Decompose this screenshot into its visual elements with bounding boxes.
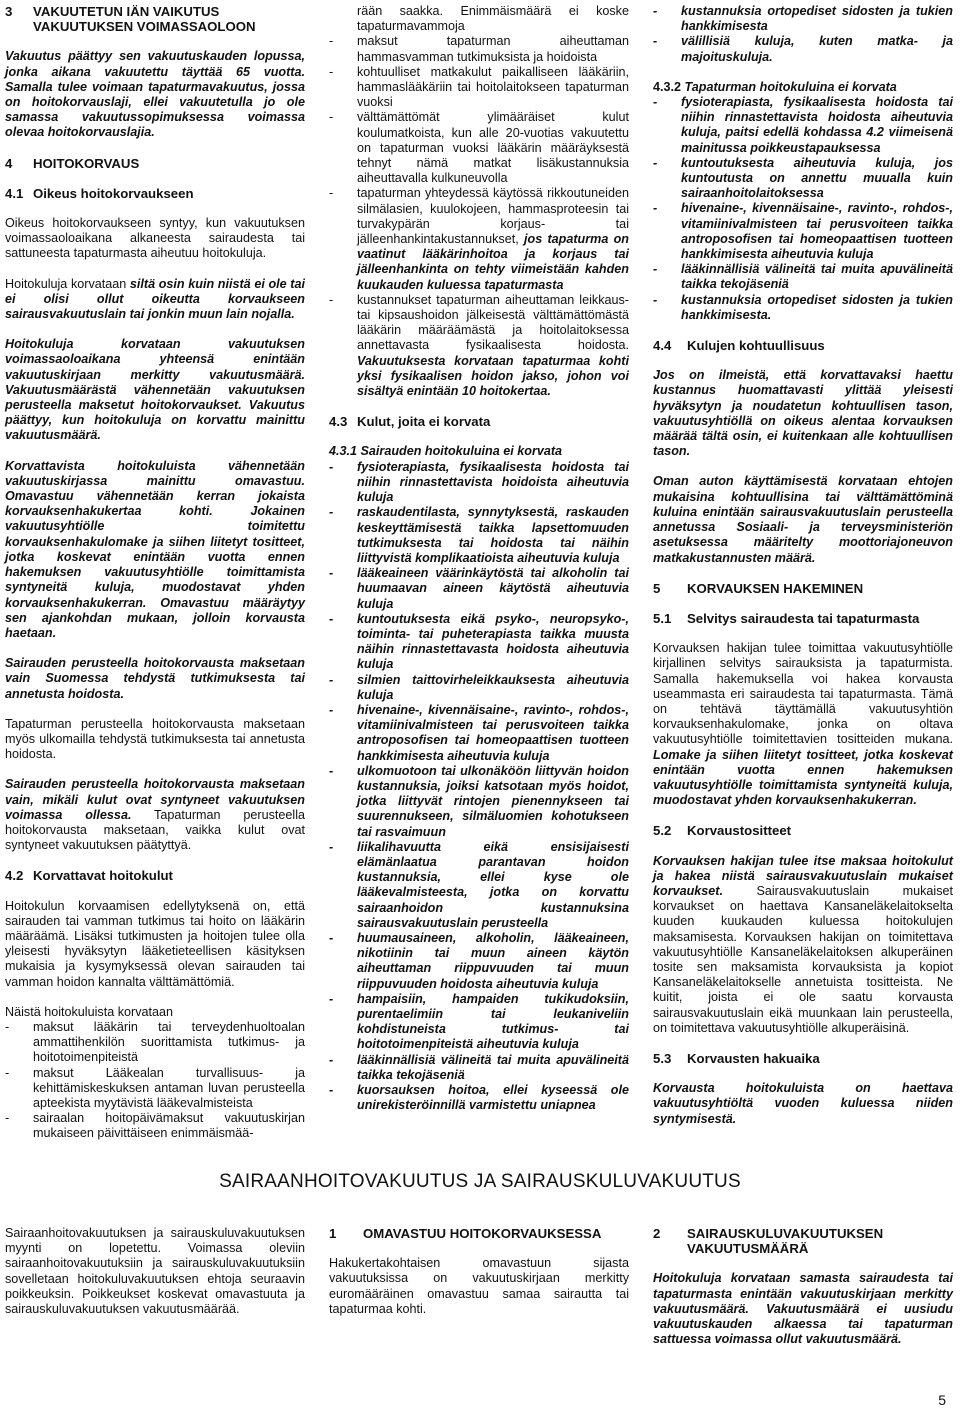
list bbox=[653, 95, 953, 323]
text-run: Sairausvakuutuslain mukaiset korvaukset on haettava Kansaneläkelaitokselta kuuden kuukauden kuluessa hoitokulujen maksamisesta. Korvauksen hakijan on toimitettava vakuutusyhtiölle Kansaneläkelaitoksen alkuperäinen tosite sen maksamista korvauksista ja kopiot Kansaneläkelaitokselle annetuista tositteista. Ne kuitit, joista ei ole saatu korvausta sairausvakuutuslain eikä muunkaan lain perusteella, on toimitettava vakuutusyhtiölle alkuperäisinä. bbox=[653, 883, 953, 1035]
paragraph bbox=[5, 277, 305, 323]
section-title: Kulujen kohtuullisuus bbox=[687, 338, 825, 354]
paragraph: Oman auton käyttämisestä korvataan ehtojen mukaisina kohtuullisina tai välttämättöminä kuluina enintään sairausvakuutuslain perusteella annetussa Sosiaali- ja terveysministeriön asetuksessa määritelty moottoriajoneuvon matkakustannusten määrä. bbox=[653, 474, 953, 565]
section-5-2-heading bbox=[653, 823, 953, 838]
list-item: - fysioterapiasta, fysikaalisesta hoidosta tai niihin rinnastettavista hoidosta aiheutuvia kuluja, paitsi edellä kohdassa 4.2 viimeisenä mainitussa poikkeustapauksessa bbox=[653, 95, 953, 155]
section-3-heading bbox=[5, 4, 305, 34]
paragraph: Korvausta hoitokuluista on haettava vakuutusyhtiöltä vuoden kuluessa niiden syntymisestä. bbox=[653, 1081, 953, 1126]
paragraph: Hoitokuluja korvataan samasta sairaudesta tai tapaturmasta enintään vakuutuskirjaan merkitty vakuutusmäärä. Vakuutusmäärä ei uusiudu vakuutuskauden alkaessa tai tapaturman sattuessa voimassa ollut vakuutusmäärä. bbox=[653, 1271, 953, 1347]
paragraph: rään saakka. Enimmäismäärä ei koske tapaturmavammoja bbox=[357, 4, 629, 34]
list-item: - silmien taittovirheleikkauksesta aiheutuvia kuluja bbox=[329, 672, 629, 702]
section-title: Kulut, joita ei korvata bbox=[357, 414, 491, 430]
section-number: 5.3 bbox=[653, 1050, 672, 1066]
paragraph: Sairaanhoitovakuutuksen ja sairauskuluvakuutuksen myynti on lopetettu. Voimassa oleviin sairaanhoitovakuutuksiin ja sairauskuluvakuutuksiin sovelletaan hoitokuluvakuutuksen ehtoja seuraavin poikkeuksin. Poikkeukset koskevat omavastuuta ja sairauskuluvakuutuksen vakuutusmäärää. bbox=[5, 1226, 305, 1317]
paragraph: Tapaturman perusteella hoitokorvausta maksetaan myös ulkomailla tehdystä tutkimuksesta tai annetusta hoidosta. bbox=[5, 716, 305, 762]
paragraph: Näistä hoitokuluista korvataan bbox=[5, 1004, 174, 1019]
section-5-3-heading bbox=[653, 1051, 953, 1066]
list bbox=[5, 1020, 305, 1142]
text-run: Hoitokuluja korvataan bbox=[5, 276, 130, 291]
section-4-1-heading bbox=[5, 186, 305, 201]
list-item: - hivenaine-, kivennäisaine-, ravinto-, rohdos-, vitamiinivalmisteen tai perusvoiteen taikka antroposofisen tai homeopaattisen tuotteen hankkimisesta aiheutuvia kuluja bbox=[653, 201, 953, 262]
list-item: - kuorsauksen hoitoa, ellei kyseessä ole unirekisteröinnillä varmistettu uniapnea bbox=[329, 1083, 629, 1113]
list bbox=[329, 34, 629, 399]
list-item: - kustannuksia ortopediset sidosten ja tukien hankkimisesta. bbox=[653, 292, 953, 322]
section-title: Korvaustositteet bbox=[687, 823, 792, 839]
section-5-1-heading bbox=[653, 611, 953, 626]
paragraph bbox=[653, 641, 953, 808]
section-4-3-heading bbox=[329, 414, 629, 429]
section-title: KORVAUKSEN HAKEMINEN bbox=[687, 580, 864, 596]
section-number: 4.4 bbox=[653, 338, 672, 354]
list-item: - maksut lääkärin tai terveydenhuoltoalan ammattihenkilön suorittamista tutkimus- ja hoitotoimenpiteistä bbox=[5, 1019, 305, 1065]
section-title: HOITOKORVAUS bbox=[33, 155, 140, 171]
list-item: - tapaturman yhteydessä käytössä rikkoutuneiden silmälasien, kuulokojeen, hammasproteesin tai turvakypärän korjaus- tai jälleenhankintakustannukset, jos tapaturma on vaatinut lääkärinhoitoa ja korjaus tai jälleenhankinta on tehty viimeistään kahden kuukauden kuluessa tapaturmasta bbox=[329, 186, 629, 292]
paragraph bbox=[653, 854, 953, 1036]
list-item: - raskaudentilasta, synnytyksestä, raskauden keskeyttämisestä taikka lapsettomuuden tutkimuksesta tai hoidosta tai näihin liittyvistä komplikaatioista aiheutuvia kuluja bbox=[329, 505, 629, 565]
bottom-section-2-heading bbox=[653, 1226, 953, 1256]
paragraph: Hoitokuluja korvataan vakuutuksen voimassaoloaikana yhteensä enintään vakuutuskirjaan merkitty vakuutusmäärä. Vakuutusmäärästä vähennetään vakuutuksen perusteella maksetut hoitokorvaukset. Vakuutus päättyy, kun hoitokuluja on korvattu mainittu vakuutusmäärä. bbox=[5, 337, 305, 443]
paragraph: Hakukertakohtaisen omavastuun sijasta vakuutuksissa on vakuutuskirjaan merkitty euromääräinen omavastuu samaa sairautta tai tapaturmaa kohti. bbox=[329, 1256, 629, 1316]
text-run: Korvauksen hakijan tulee toimittaa vakuutusyhtiölle kirjallinen selvitys sairauksista ja tapaturmista. Samalla hakemuksella voi hakea korvausta useammasta eri sairaudesta tai tapaturmasta. Tämä on tehtävä täyttämällä vakuutusyhtiön korvauksenhakulomake, jonka on oltava vakuutusyhtiölle toimitettavien tositteiden mukana. bbox=[653, 641, 953, 747]
section-number: 4.3 bbox=[329, 414, 348, 430]
bottom-column-3 bbox=[653, 1226, 953, 1362]
section-number: 5 bbox=[653, 580, 661, 596]
column-2 bbox=[329, 4, 629, 1128]
list-item: - välillisiä kuluja, kuten matka- ja majoituskuluja. bbox=[653, 34, 953, 64]
paragraph: Jos on ilmeistä, että korvattavaksi haettu kustannus huomattavasti ylittää yleisesti hyväksytyn ja noudatetun kohtuullisen tason, vakuutusyhtiöllä on oikeus alentaa korvauksen määrää tältä osin, ei kuitenkaan alle kohtuullisen tason. bbox=[653, 368, 953, 459]
section-number: 5.1 bbox=[653, 610, 672, 626]
list-item: - kustannuksia ortopediset sidosten ja tukien hankkimisesta bbox=[653, 4, 953, 34]
text-run: Sairauden perusteella hoitokorvausta maksetaan vain, mikäli kulut ovat syntyneet vakuutuksen voimassa ollessa. bbox=[5, 777, 305, 822]
list bbox=[329, 460, 629, 1114]
list-item: - hivenaine-, kivennäisaine-, ravinto-, rohdos-, vitamiinivalmisteen tai perusvoiteen taikka antroposofisen tai homeopaattisen tuotteen hankkimisesta aiheutuvia kuluja bbox=[329, 702, 629, 763]
paragraph bbox=[5, 459, 305, 641]
section-title: OMAVASTUU HOITOKORVAUKSESSA bbox=[363, 1226, 602, 1241]
subsection-heading: 4.3.2 Tapaturman hoitokuluina ei korvata bbox=[653, 79, 897, 94]
list-item: - maksut tapaturman aiheuttaman hammasvamman tutkimuksista ja hoidoista bbox=[329, 34, 629, 64]
text-run: siltä osin kuin niistä ei ole tai ei olisi ollut oikeutta korvaukseen sairausvakuutuslain tai jonkin muun lain nojalla. bbox=[5, 276, 305, 322]
section-title-bottom: SAIRAANHOITOVAKUUTUS JA SAIRAUSKULUVAKUUTUS bbox=[219, 1171, 741, 1192]
column-3 bbox=[653, 4, 953, 1142]
paragraph: Oikeus hoitokorvaukseen syntyy, kun vakuutuksen voimassaoloaikana alkaneesta sairaudesta tai sattuneesta tapaturmasta aiheutuu hoitokuluja. bbox=[5, 216, 305, 261]
section-title: Oikeus hoitokorvaukseen bbox=[33, 185, 194, 201]
section-4-2-heading bbox=[5, 868, 305, 883]
list-item: - kohtuulliset matkakulut paikalliseen lääkäriin, hammaslääkäriin tai hoitolaitokseen tapaturman vuoksi bbox=[329, 64, 629, 110]
list-item: - hampaisiin, hampaiden tukikudoksiin, purentaelimiin tai leukaniveliin kohdistuneista tutkimus- tai hoitotoimenpiteistä aiheutuvia kuluja bbox=[329, 991, 629, 1052]
section-4-4-heading bbox=[653, 338, 953, 353]
list-item: - kuntoutuksesta aiheutuvia kuluja, jos kuntoutusta on annettu muualla kuin sairaanhoitolaitoksessa bbox=[653, 155, 953, 201]
section-number: 5.2 bbox=[653, 823, 672, 839]
section-title: Selvitys sairaudesta tai tapaturmasta bbox=[687, 610, 920, 626]
section-title: Korvausten hakuaika bbox=[687, 1050, 820, 1066]
list-item: - huumausaineen, alkoholin, lääkeaineen, nikotiinin tai muun aineen käytön aiheuttaman riippuvuuden tai muun riippuvuuden hoidosta aiheutuvia kuluja bbox=[329, 930, 629, 991]
paragraph: Sairauden perusteella hoitokorvausta maksetaan vain Suomessa tehdystä tutkimuksesta tai annetusta hoidosta. bbox=[5, 656, 305, 701]
text-run: Omavastuu vähennetään kerran jokaista korvauksenhakukertaa kohti. Jokainen vakuutusyhtiölle toimitettu korvauksenhakulomake ja siihen liitetyt tositteet, jotka koskevat enintään vuotta ennen hakemuksen vakuutusyhtiölle toimittamista syntyneitä kuluja, muodostavat yhden korvauksenhakukerran. Omavastuu määräytyy sen ajankohdan mukaan, jolloin korvausta haetaan. bbox=[5, 489, 305, 640]
section-number: 4.1 bbox=[5, 185, 24, 201]
list-item: - kuntoutuksesta eikä psyko-, neuropsyko-, toiminta- tai puheterapiasta taikka muusta näihin rinnastettavasta hoidosta aiheutuvia kuluja bbox=[329, 611, 629, 672]
list-item: - kustannukset tapaturman aiheuttaman leikkaus- tai kipsaushoidon jälkeisestä välttämättömästä lääkärin määräämästä ja hoitolaitoksessa annettavasta fysikaalisesta hoidosta. Vakuutuksesta korvataan tapaturmaa kohti yksi fysikaalisen hoidon jakso, johon voi sisältyä enintään 10 hoitokertaa. bbox=[329, 292, 629, 399]
section-number: 3 bbox=[5, 4, 13, 19]
section-title: Korvattavat hoitokulut bbox=[33, 868, 173, 884]
section-number: 4.2 bbox=[5, 868, 24, 884]
paragraph bbox=[5, 899, 305, 990]
subsection-heading: 4.3.1 Sairauden hoitokuluina ei korvata bbox=[329, 444, 563, 459]
list-item: - liikalihavuutta eikä ensisijaisesti elämänlaatua parantavan hoidon kustannuksia, ellei kyse ole lääkevalmisteesta, jotka on korvattu sairaanhoidon kustannuksina sairausvakuutuslain perusteella bbox=[329, 839, 629, 930]
page-number: 5 bbox=[938, 1392, 946, 1408]
section-number: 2 bbox=[653, 1226, 661, 1241]
list-item: - sairaalan hoitopäivämaksut vakuutuskirjan mukaiseen päivittäiseen enimmäismää- bbox=[5, 1111, 305, 1141]
text-run: Korvauksen hakijan tulee itse maksaa hoitokulut ja hakea niistä sairausvakuutuslain mukaiset korvaukset. bbox=[653, 853, 953, 898]
list-item: - fysioterapiasta, fysikaalisesta hoidosta tai niihin rinnastettavista hoidoista aiheutuvia kuluja bbox=[329, 459, 629, 505]
section-4-heading bbox=[5, 156, 305, 171]
bottom-column-1 bbox=[5, 1226, 305, 1332]
column-1 bbox=[5, 4, 305, 1157]
list-item: - lääkinnällisiä välineitä tai muita apuvälineitä taikka tekojäseniä bbox=[329, 1052, 629, 1082]
section-5-heading bbox=[653, 581, 953, 596]
text-run: Tapaturman perusteella hoitokorvausta maksetaan, vaikka kulut ovat syntyneet vakuutuksen päätyttyä. bbox=[5, 807, 305, 853]
section-title: VAKUUTETUN IÄN VAIKUTUS VAKUUTUKSEN VOIMASSAOLOON bbox=[33, 4, 256, 35]
bottom-column-2 bbox=[329, 1226, 629, 1332]
paragraph bbox=[5, 777, 305, 853]
text-run: Korvattavista hoitokuluista vähennetään vakuutuskirjassa mainittu omavastuu. bbox=[5, 458, 305, 488]
list-item: - ulkomuotoon tai ulkonäköön liittyvän hoidon kustannuksia, joiksi katsotaan myös hoidot, jotka liittyvät rintojen pienennykseen tai suurennukseen, silmäluomien kohotukseen tai rasvaimuun bbox=[329, 763, 629, 839]
list bbox=[653, 4, 953, 65]
section-title: SAIRAUSKULUVAKUUTUKSEN VAKUUTUSMÄÄRÄ bbox=[687, 1226, 884, 1257]
paragraph: Vakuutus päättyy sen vakuutuskauden lopussa, jonka aikana vakuutettu täyttää 65 vuotta. Samalla tulee voimaan tapaturmavakuutus, jossa on hoitokorvauslaji, ellei vakuutetulla jo ole samassa vakuutussopimuksessa voimassa olevaa hoitokorvauslajia. bbox=[5, 49, 305, 140]
text-run: Lomake ja siihen liitetyt tositteet, jotka koskevat enintään vuotta ennen hakemuksen vakuutusyhtiölle toimittamista syntyneitä kuluja, muodostavat yhden korvauksenhakukerran. bbox=[653, 747, 953, 808]
section-number: 4 bbox=[5, 155, 13, 171]
bottom-section-1-heading bbox=[329, 1226, 629, 1241]
text-run: Lisäksi tutkimusten ja hoitojen tulee olla yleisesti hyväksytyn lääketieteellisen käsityksen mukaisia ja kysymyksessä olevan sairauden tai vamman hoidon kannalta välttämättömiä. bbox=[5, 928, 305, 989]
section-number: 1 bbox=[329, 1226, 337, 1241]
list-item: - lääkinnällisiä välineitä tai muita apuvälineitä taikka tekojäseniä bbox=[653, 262, 953, 292]
list-item: - maksut Lääkealan turvallisuus- ja kehittämiskeskuksen antaman luvan perusteella apteekista myytävistä lääkevalmisteista bbox=[5, 1065, 305, 1110]
list-item: - lääkeaineen väärinkäytöstä tai alkoholin tai huumaavan aineen käytöstä aiheutuvia kuluja bbox=[329, 566, 629, 611]
list-item: - välttämättömät ylimääräiset kulut koulumatkoista, kun alle 20-vuotias vakuutettu on tapaturman vuoksi lääkärin määräyksestä tehnyt nämä matkat lisäkustannuksia aiheuttavalla kulkuneuvolla bbox=[329, 110, 629, 186]
text-run: Hoitokulun korvaamisen edellytyksenä on, että sairauden tai vamman tutkimus tai hoito on lääkärin määräämä. bbox=[5, 898, 305, 943]
